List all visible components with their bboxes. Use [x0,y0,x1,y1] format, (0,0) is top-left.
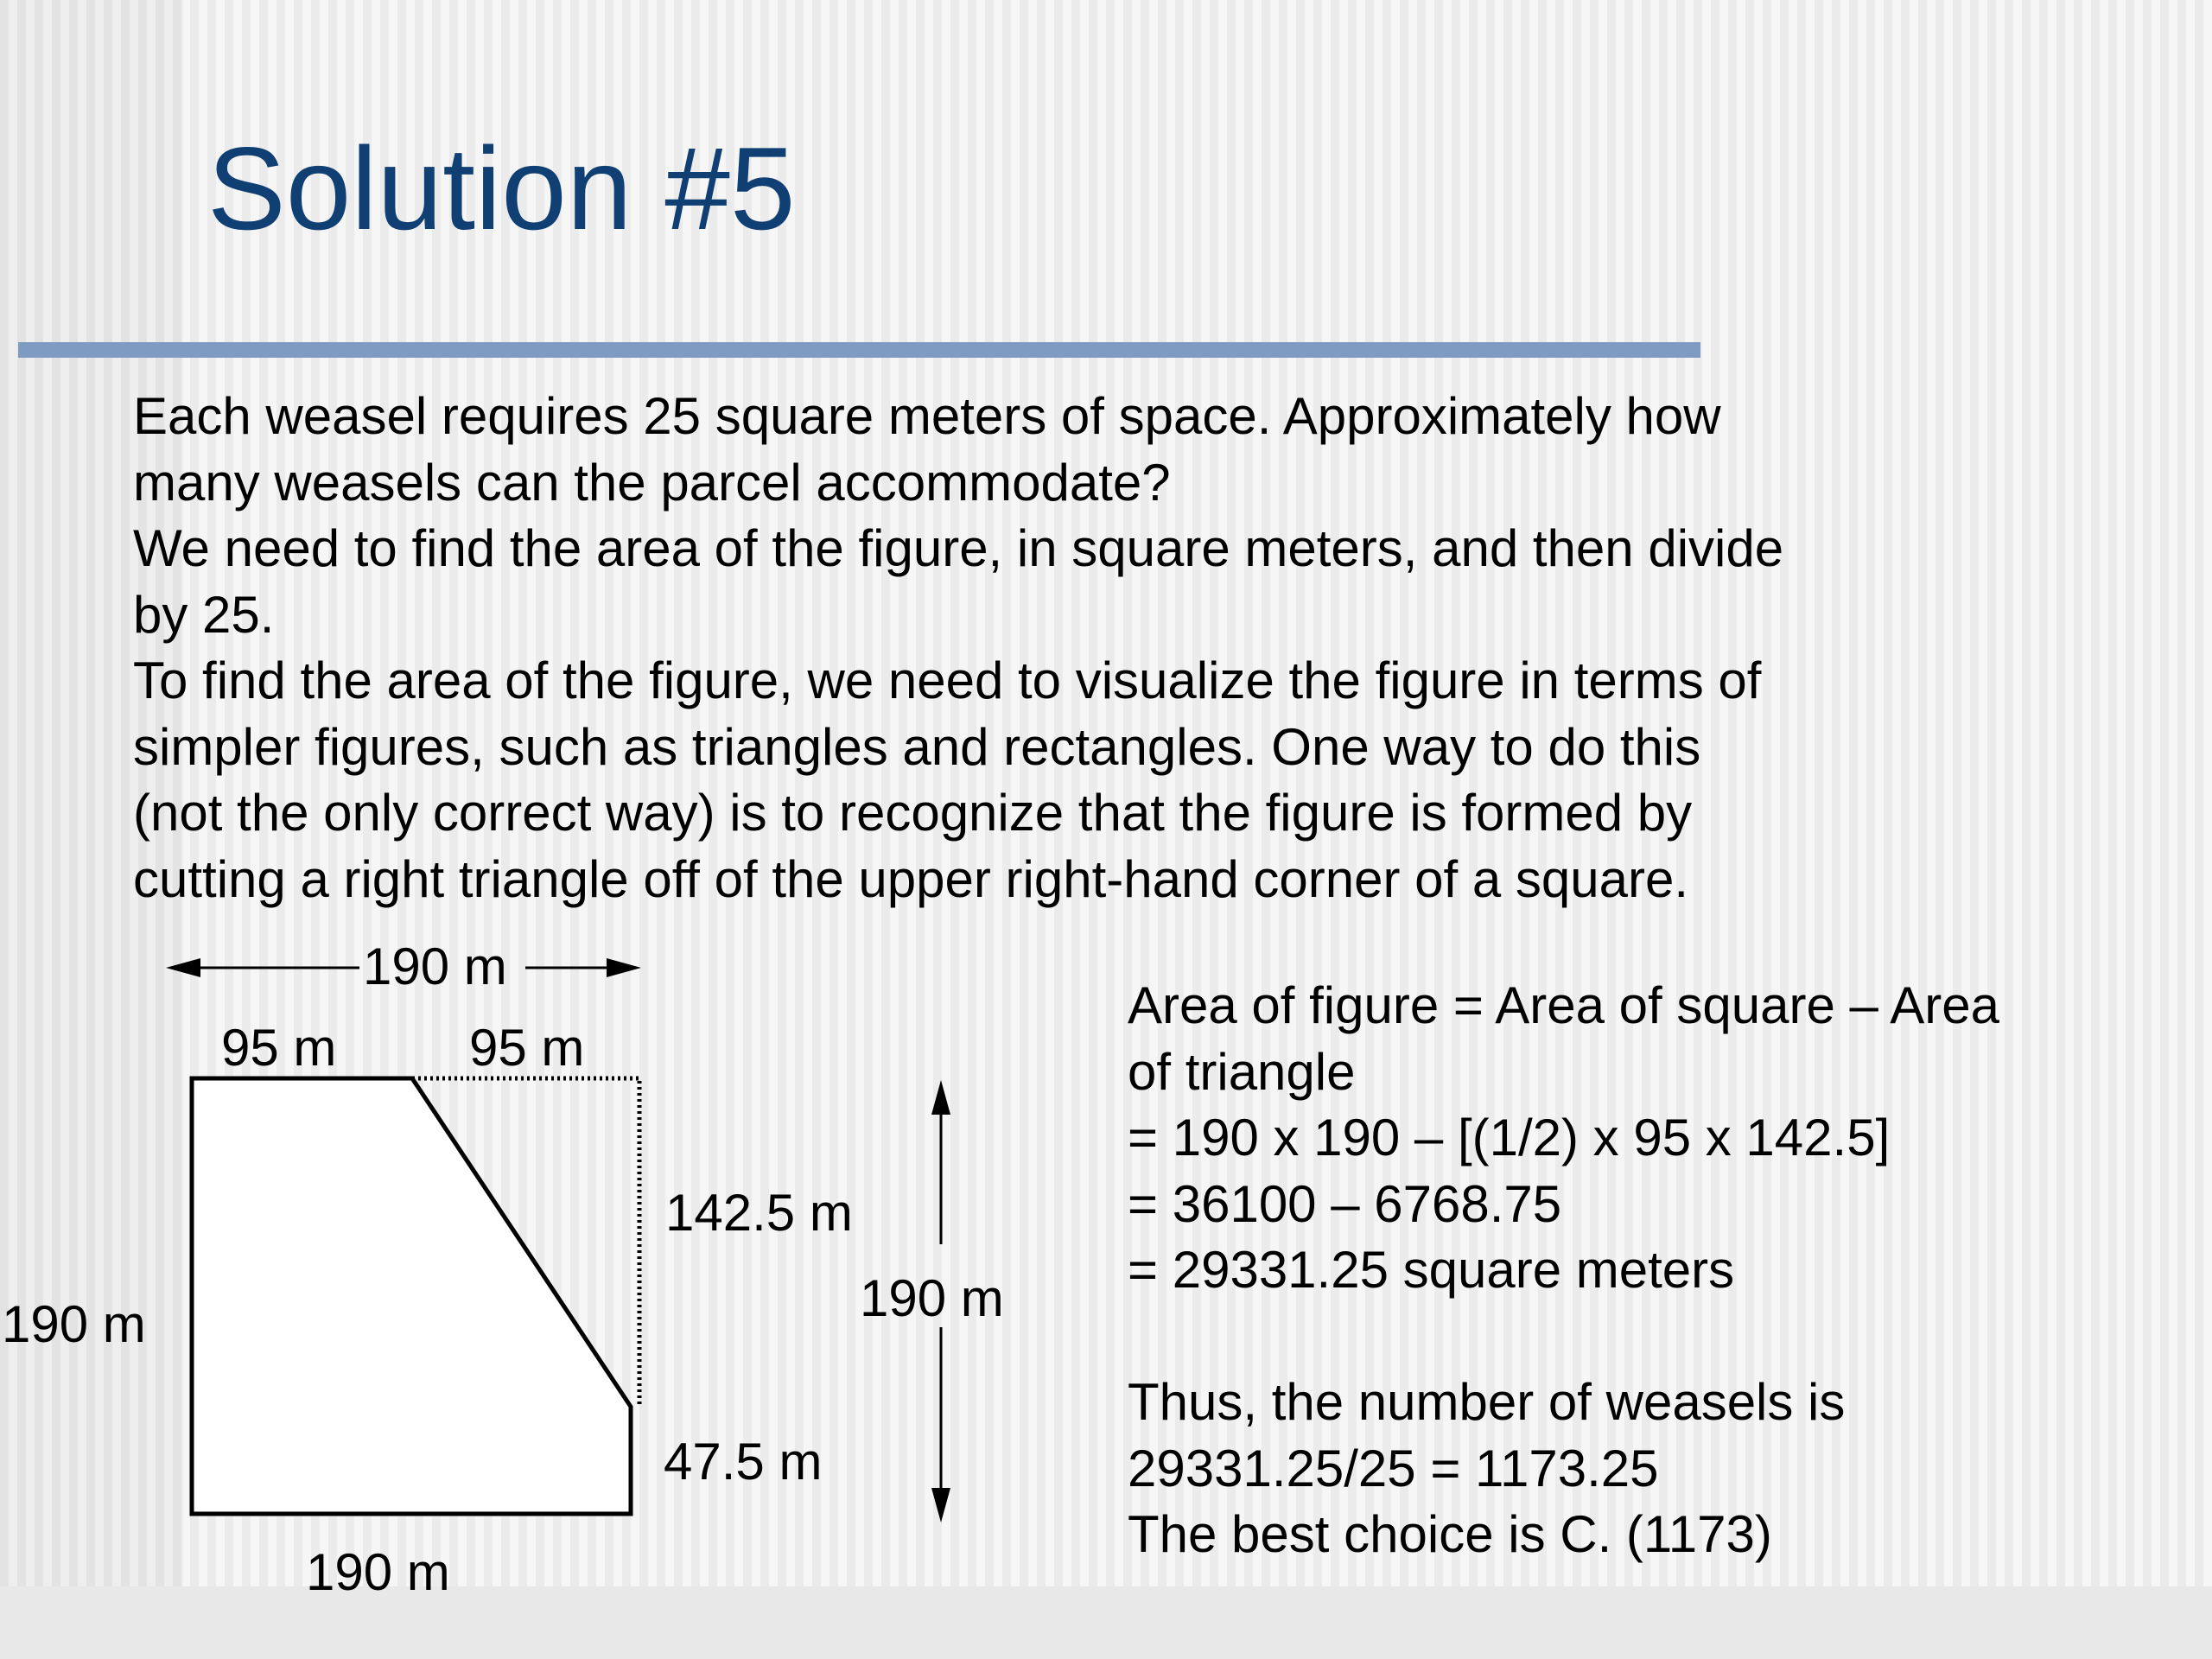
arrowhead-down [931,1488,950,1522]
conclusion-line: Thus, the number of weasels is [1128,1373,1846,1431]
label-cut-height: 142.5 m [665,1184,853,1242]
label-top-right: 95 m [469,1019,585,1077]
body-line: by 25. [133,585,275,644]
body-line: Each weasel requires 25 square meters of space. Approximately how [133,387,1721,445]
label-left-side: 190 m [2,1295,146,1353]
conclusion-line: 29331.25/25 = 1173.25 [1128,1439,1659,1497]
conclusion-line: The best choice is C. (1173) [1128,1505,1772,1563]
spacer [1128,1304,1999,1370]
slide-title: Solution #5 [207,123,796,254]
label-top-total: 190 m [363,938,507,995]
calc-line: of triangle [1128,1042,1356,1101]
calc-line: = 29331.25 square meters [1128,1241,1735,1299]
label-bottom: 190 m [306,1543,450,1601]
body-line: cutting a right triangle off of the upper right-hand corner of a square. [133,849,1688,908]
calc-line: = 36100 – 6768.75 [1128,1174,1562,1233]
label-top-left: 95 m [221,1019,337,1077]
body-line: simpler figures, such as triangles and rectangles. One way to do this [133,717,1701,776]
arrowhead-up [931,1080,950,1115]
label-right-total: 190 m [860,1269,1004,1327]
area-calculation [1128,973,1999,1568]
body-line: To find the area of the figure, we need to visualize the figure in terms of [133,652,1762,709]
arrowhead-right [607,958,641,977]
body-line: We need to find the area of the figure, in square meters, and then divide [133,519,1784,577]
calc-line: = 190 x 190 – [(1/2) x 95 x 142.5] [1128,1109,1891,1166]
body-line: (not the only correct way) is to recognize that the figure is formed by [133,784,1693,842]
arrowhead-left [166,958,200,977]
calc-line: Area of figure = Area of square – Area [1128,976,1999,1034]
body-line: many weasels can the parcel accommodate? [133,453,1171,512]
parcel-shape [192,1078,631,1514]
label-right-lower: 47.5 m [664,1433,823,1491]
